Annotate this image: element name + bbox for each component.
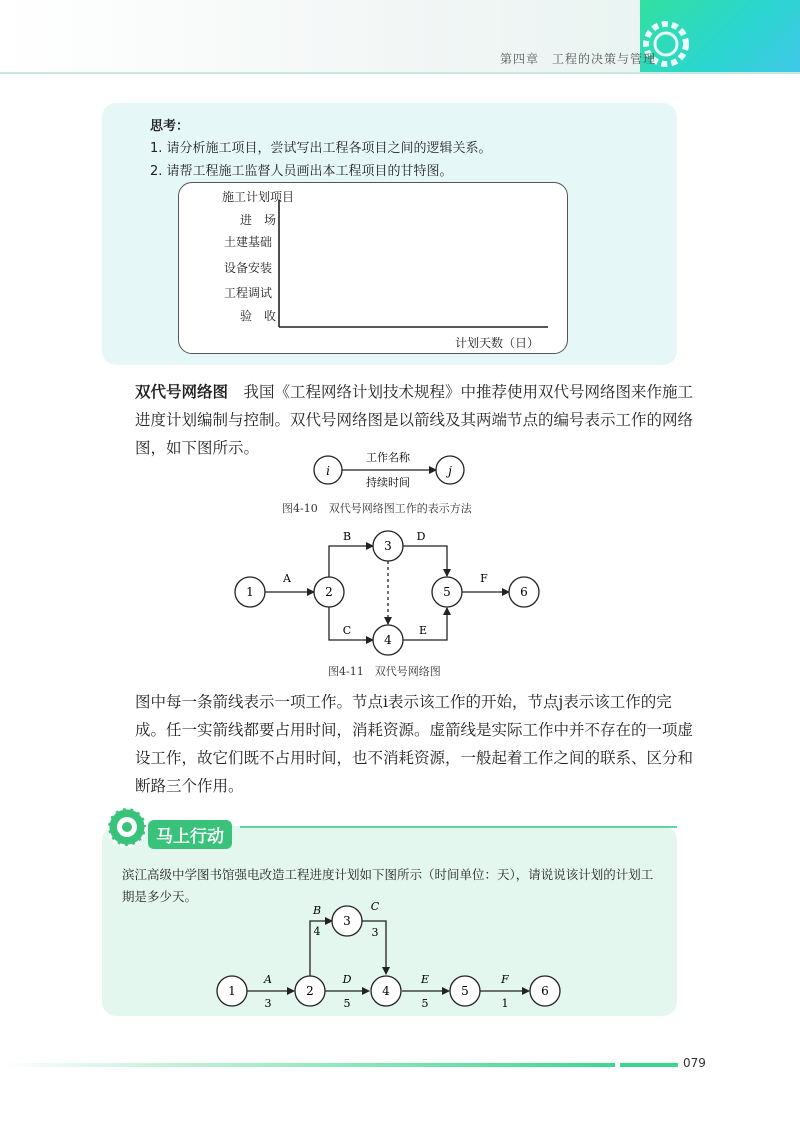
arrow-label-d: D <box>416 530 426 543</box>
node-label: 3 <box>384 539 392 553</box>
task-c-name: C <box>370 900 380 913</box>
task-d-days: 5 <box>343 997 351 1010</box>
node-j-label: j <box>448 464 452 478</box>
gantt-axes <box>0 0 800 400</box>
node-label: 6 <box>541 984 549 998</box>
gantt-row-label: 工程调试 <box>224 286 273 300</box>
node-label: 6 <box>520 585 528 599</box>
arrow-label-c: C <box>342 624 352 637</box>
node-label: 1 <box>228 984 236 998</box>
task-b-days: 4 <box>313 925 321 938</box>
task-b-name: B <box>312 904 322 917</box>
task-f-days: 1 <box>501 997 509 1010</box>
node-i-label: i <box>326 464 330 478</box>
arrow-d <box>403 546 447 576</box>
work-name-label: 工作名称 <box>366 451 410 464</box>
figure-4-11-caption: 图4-11 双代号网络图 <box>328 665 441 678</box>
term-double-code: 双代号网络图 <box>135 382 229 401</box>
think-title: 思考： <box>150 119 190 134</box>
task-e-name: E <box>420 973 430 986</box>
chapter-title: 第四章 工程的决策与管理 <box>500 52 657 66</box>
task-e-days: 5 <box>421 997 429 1010</box>
node-label: 3 <box>343 914 351 928</box>
gantt-row-label: 土建基础 <box>224 235 273 249</box>
task-a-days: 3 <box>264 997 272 1010</box>
paragraph-text: 我国《工程网络计划技术规程》中推荐使用双代号网络图来作施工进度计划编制与控制。双代号网络图是以箭线及其两端节点的编号表示工作的网络图，如下图所示。 <box>135 383 694 457</box>
question-1: 1. 请分析施工项目，尝试写出工程各项目之间的逻辑关系。 <box>150 141 492 156</box>
task-d-name: D <box>342 973 352 986</box>
node-label: 2 <box>306 984 314 998</box>
node-label: 4 <box>382 984 390 998</box>
figure-4-11 <box>220 524 560 660</box>
task-c-days: 3 <box>371 926 379 939</box>
gantt-y-title: 施工计划项目 <box>222 190 295 204</box>
footer-rule-end <box>620 1063 678 1067</box>
gantt-row-label: 验 收 <box>240 309 277 323</box>
paragraph-arrow-explanation: 图中每一条箭线表示一项工作。节点i表示该工作的开始，节点j表示该工作的完成。任一实箭线都要占用时间，消耗资源。虚箭线是实际工作中并不存在的一项虚设工作，故它们既不占用时间，也不消耗资源，一般起着工作之间的联系、区分和断路三个作用。 <box>135 693 694 795</box>
arrow-label-a: A <box>283 572 291 585</box>
action-title: 马上行动 <box>148 820 232 849</box>
arrow-label-f: F <box>480 572 488 585</box>
node-label: 5 <box>461 984 469 998</box>
node-label: 1 <box>246 585 254 599</box>
action-rule <box>240 826 677 828</box>
footer-rule <box>0 1063 615 1067</box>
task-f-name: F <box>501 973 509 986</box>
gantt-x-label: 计划天数（日） <box>455 336 540 350</box>
question-2: 2. 请帮工程施工监督人员画出本工程项目的甘特图。 <box>150 164 453 179</box>
gantt-row-label: 设备安装 <box>224 261 273 275</box>
figure-4-10-caption: 图4-10 双代号网络图工作的表示方法 <box>282 502 472 515</box>
task-a-name: A <box>264 973 272 986</box>
duration-label: 持续时间 <box>366 476 410 489</box>
arrow-label-e: E <box>418 624 428 637</box>
action-network-diagram <box>205 898 575 1016</box>
node-label: 2 <box>325 585 333 599</box>
gear-hand-icon <box>102 804 152 850</box>
page-number: 079 <box>683 1056 706 1070</box>
node-label: 5 <box>443 585 451 599</box>
node-label: 4 <box>384 633 392 647</box>
arrow-label-b: B <box>342 530 352 543</box>
gantt-row-label: 进 场 <box>240 213 277 227</box>
action-task-text: 滨江高级中学图书馆强电改造工程进度计划如下图所示（时间单位：天），请说说该计划的计划工期是多少天。 <box>122 867 654 904</box>
figure-4-10 <box>300 448 480 494</box>
arrow-b <box>329 546 373 578</box>
